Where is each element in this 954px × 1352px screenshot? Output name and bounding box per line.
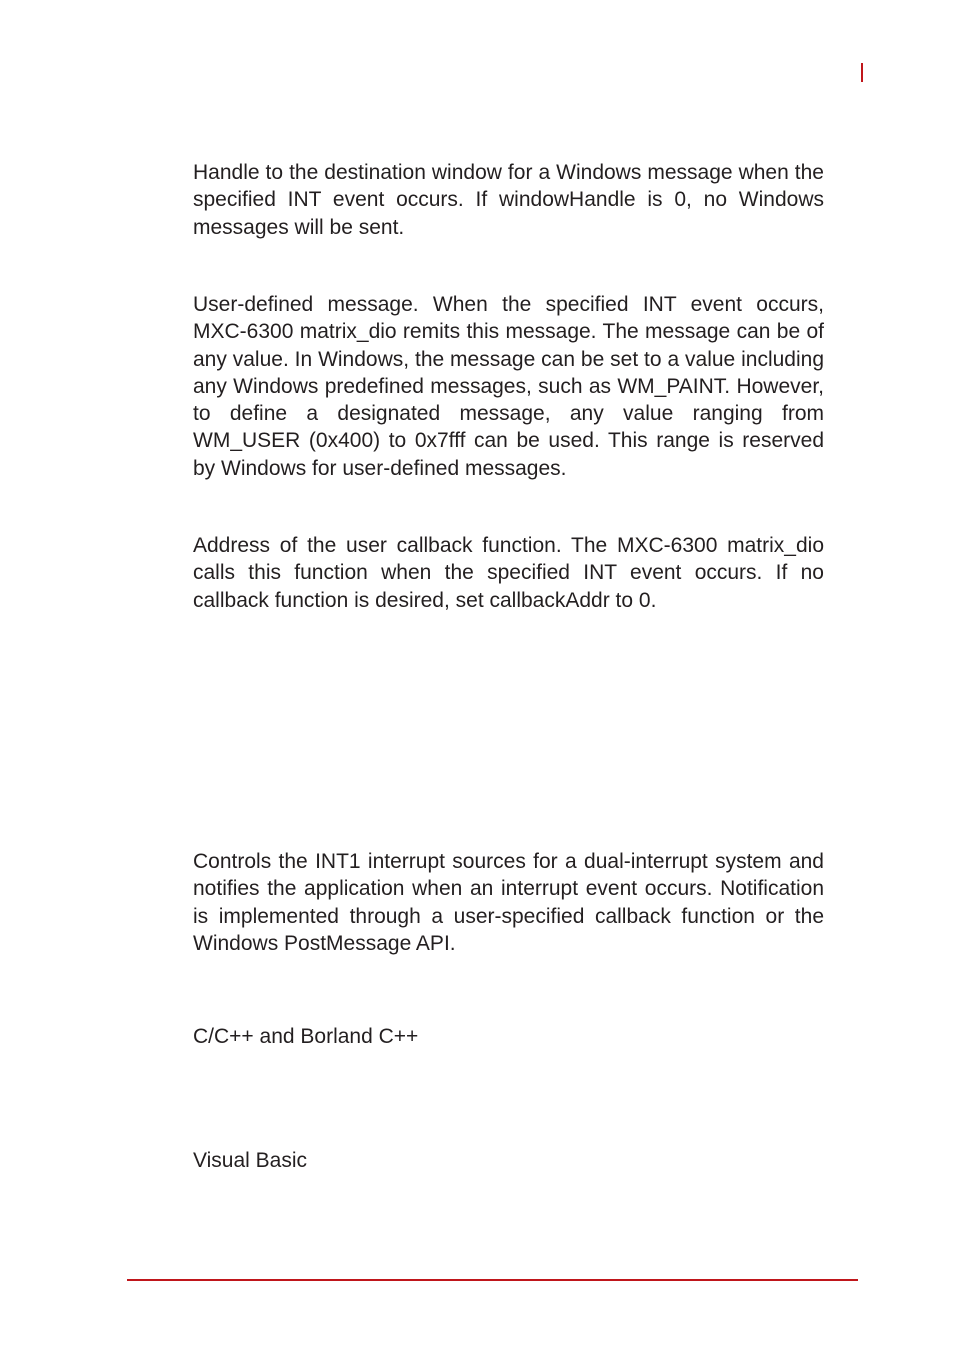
footer-rule xyxy=(127,1279,858,1281)
message-description: User-defined message. When the specified INT event occurs, MXC-6300 matrix_dio remits this message. The message can be of any value. In Windows, the message can be set to a value including any Windows predefined messages, such as WM_PAINT. However, to define a designated message, any value ranging from WM_USER (0x400) to 0x7fff can be used. This range is reserved by Windows for user-defined messages. xyxy=(193,293,824,480)
syntax-language-vb: Visual Basic xyxy=(193,1149,308,1172)
header-accent-mark xyxy=(861,63,863,82)
callback-address-description: Address of the user callback function. The MXC-6300 matrix_dio calls this function when the specified INT event occurs. If no callback function is desired, set callbackAddr to 0. xyxy=(193,534,824,612)
function-description: Controls the INT1 interrupt sources for a dual-interrupt system and notifies the application when an interrupt event occurs. Notification is implemented through a user-specified callback function or the Windows PostMessage API. xyxy=(193,850,824,955)
window-handle-description: Handle to the destination window for a Windows message when the specified INT event occurs. If windowHandle is 0, no Windows messages will be sent. xyxy=(193,161,824,239)
syntax-language-c: C/C++ and Borland C++ xyxy=(193,1025,419,1048)
